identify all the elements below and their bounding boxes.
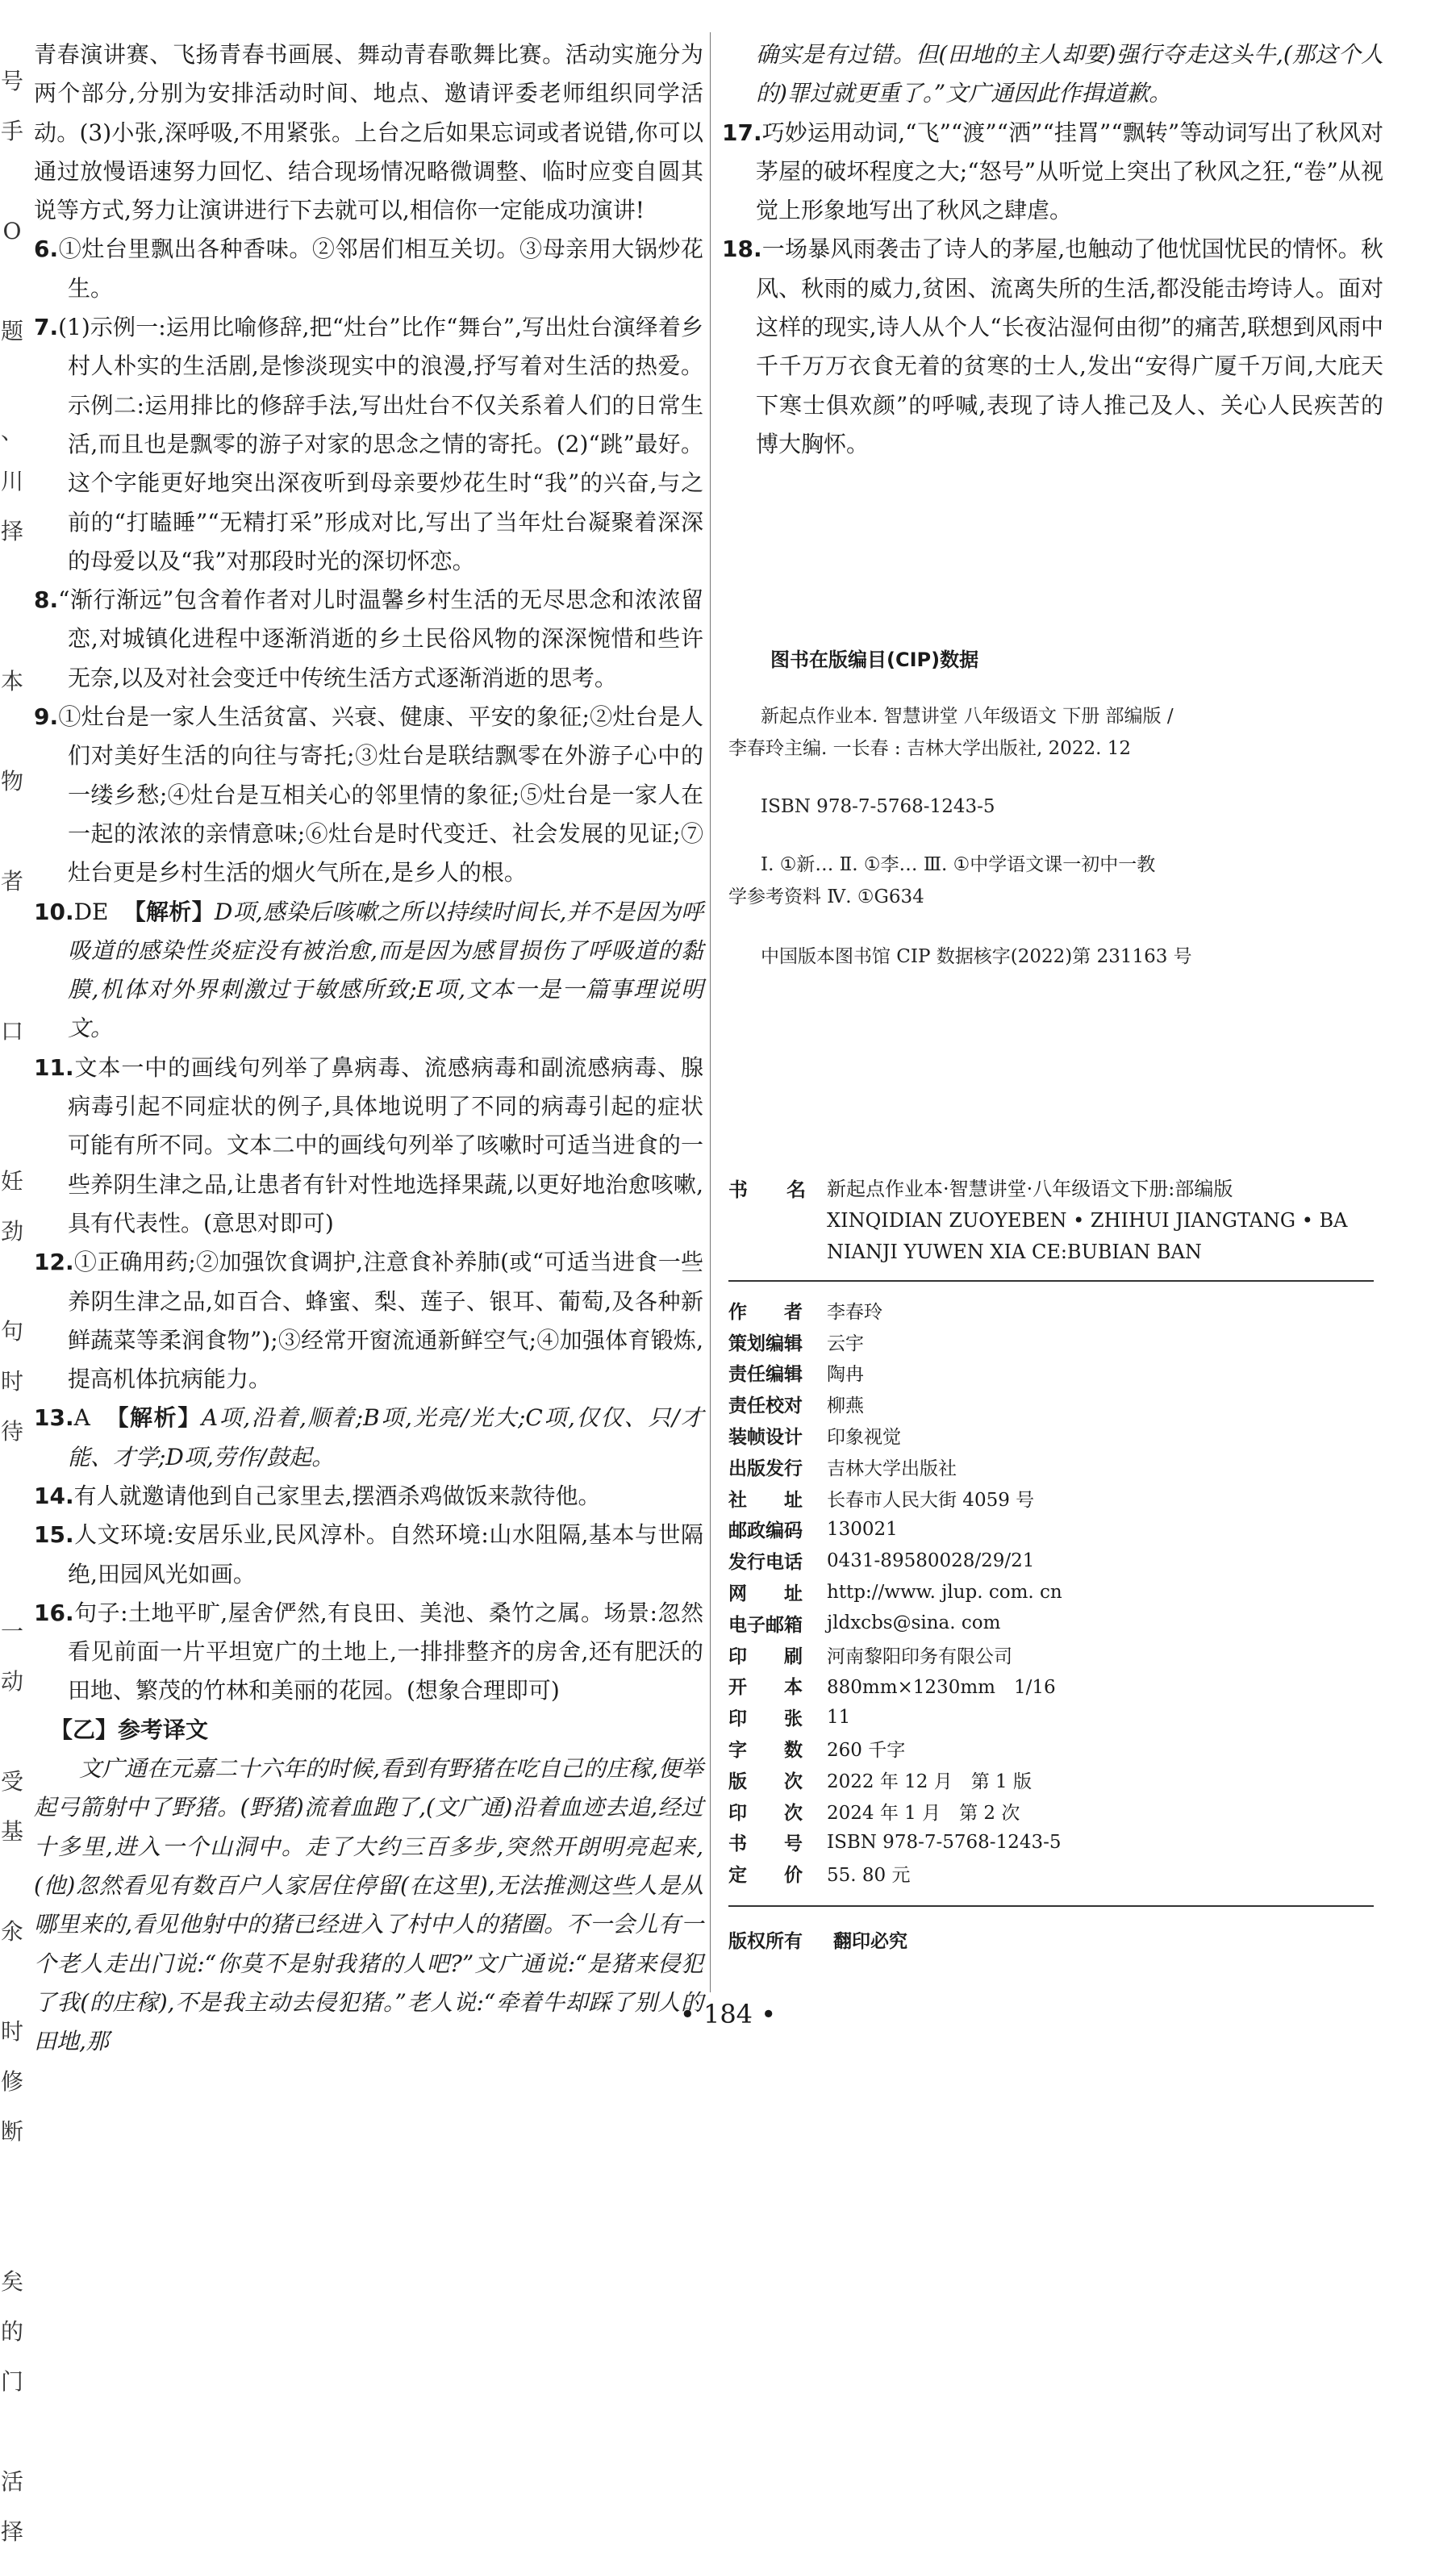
gutter-char [0,1057,24,1107]
answer-item [34,698,703,892]
answer-text: “渐行渐远”包含着作者对儿时温馨乡村生活的无尽思念和浓浓留恋,对城镇化进程中逐渐消逝的乡土民俗风物的深深惋惜和些许无奈,以及对社会变迁中传统生活方式逐渐消逝的思考。 [58,586,703,691]
info-label: 装帧设计 [728,1427,803,1449]
gutter-char [0,1507,24,1557]
gutter-char: 基 [0,1818,23,1845]
gutter-char [0,1557,24,1607]
answer-text: 文本一中的画线句列举了鼻病毒、流感病毒和副流感病毒、腺病毒引起不同症状的例子,具体地说明了不同的病毒引起的症状可能有所不同。文本二中的画线句列举了咳嗽时可适当进食的一些养阴生津之品,让患者有针对性地选择果蔬,以更好地治愈咳嗽,具有代表性。(意思对即可) [68,1053,703,1237]
info-label: 发行电话 [728,1552,803,1574]
info-value: 印象视觉 [827,1427,901,1449]
info-row [728,1576,1374,1608]
gutter-char: 修 [0,2068,23,2095]
answer-number: 6. [34,236,59,263]
gutter-char: 门 [0,2368,23,2395]
info-label: 责任校对 [728,1395,803,1417]
answer-item [34,581,703,698]
gutter-char: 时 [0,1368,23,1395]
info-value: 130021 [827,1518,898,1540]
cip-block [728,700,1390,973]
answer-item [34,1594,703,1711]
answer-number: 11. [34,1053,74,1081]
gutter-char: 氽 [0,1918,23,1945]
gutter-char [0,2157,24,2207]
gutter-char [0,257,24,307]
gutter-char [0,2407,24,2457]
info-value: 880mm×1230mm 1/16 [827,1677,1056,1699]
gutter-char: 本 [0,668,23,695]
info-value: 陶冉 [827,1364,864,1386]
info-row [728,1796,1374,1827]
answer-choice: A [73,1404,90,1432]
page-number: • 184 • [679,1999,777,2029]
gutter-char: 动 [0,1668,23,1695]
info-row [728,1514,1374,1545]
gutter-char: 待 [0,1418,23,1445]
info-value: ISBN 978-7-5768-1243-5 [827,1831,1062,1853]
answer-text: 句子:土地平旷,屋舍俨然,有良田、美池、桑竹之属。场景:忽然看见前面一片平坦宽广的土地上,一排排整齐的房舍,还有肥沃的田地、繁茂的竹林和美丽的花园。(想象合理即可) [68,1599,703,1704]
answer-item [34,1477,703,1516]
info-row [728,1858,1374,1889]
gutter-char [0,357,24,407]
answer-list-left [34,230,703,1710]
gutter-char [0,1707,24,1757]
continued-text: 青春演讲赛、飞扬青春书画展、舞动青春歌舞比赛。活动实施分为两个部分,分别为安排活动时间、地点、邀请评委老师组织同学活动。(3)小张,深呼吸,不用紧张。上台之后如果忘词或者说错,你可以通过放慢语速努力回忆、结合现场情况略微调整、临时应变自圆其说等方式,努力让演讲进行下去就可以,相信你一定能成功演讲! [34,41,703,224]
gutter-char: 择 [0,2518,23,2545]
gutter-char [0,1107,24,1157]
answer-number: 7. [34,314,59,341]
info-value: http://www. jlup. com. cn [827,1581,1062,1603]
info-label: 字 数 [728,1740,803,1762]
info-value: 长春市人民大街 4059 号 [827,1489,1035,1511]
answer-text: ①灶台里飘出各种香味。②邻居们相互关切。③母亲用大锅炒花生。 [58,236,703,302]
answer-text: 有人就邀请他到自己家里去,摆酒杀鸡做饭来款待他。 [73,1482,601,1509]
continued-translation-text: 确实是有过错。但(田地的主人却要)强行夺走这头牛,(那这个人的)罪过就更重了。”文广通因此作揖道歉。 [756,41,1383,107]
gutter-char [0,907,24,957]
answer-number: 10. [34,898,74,925]
info-label: 定 价 [728,1865,803,1887]
info-row [728,1764,1374,1796]
cip-class-1: Ⅰ. ①新… Ⅱ. ①李… Ⅲ. ①中学语文课一初中一教 [761,854,1156,875]
info-label: 印 张 [728,1708,803,1730]
info-label: 出版发行 [728,1458,803,1479]
info-row [728,1608,1374,1639]
book-title-pinyin-1: XINQIDIAN ZUOYEBEN • ZHIHUI JIANGTANG • BA [827,1209,1348,1232]
book-title-pinyin-2: NIANJI YUWEN XIA CE:BUBIAN BAN [827,1241,1202,1263]
analysis-tag: 【解析】 [104,1404,202,1432]
gutter-char [0,807,24,857]
info-row [728,1358,1374,1389]
column-divider [710,32,711,1992]
answer-text: 巧妙运用动词,“飞”“渡”“洒”“挂罥”“飘转”等动词写出了秋风对茅屋的破坏程度之大;“怒号”从听觉上突出了秋风之狂,“卷”从视觉上形象地写出了秋风之肆虐。 [756,119,1383,224]
translation-heading: 【乙】参考译文 [50,1716,209,1743]
info-row [728,1451,1374,1483]
info-value: 260 千字 [827,1740,906,1762]
copyright-no-reprint: 翻印必究 [833,1931,908,1952]
copyright-notice [728,1926,932,1953]
answer-number: 12. [34,1249,74,1276]
info-value: 2024 年 1 月 第 2 次 [827,1802,1020,1824]
gutter-char [0,1857,24,1907]
answer-number: 16. [34,1599,74,1626]
info-label: 电子邮箱 [728,1614,803,1636]
gutter-char: 活 [0,2468,23,2495]
answer-number: 9. [34,703,59,731]
cip-isbn: ISBN 978-7-5768-1243-5 [761,796,995,817]
book-name-label: 书名 [728,1178,845,1201]
cip-verify: 中国版本图书馆 CIP 数据核字(2022)第 231163 号 [761,946,1192,967]
info-row [728,1420,1374,1451]
gutter-char: 时 [0,2018,23,2045]
info-row [728,1827,1374,1858]
gutter-char: 题 [0,318,23,344]
info-value: 河南黎阳印务有限公司 [827,1646,1012,1667]
copyright-all-rights: 版权所有 [728,1931,803,1952]
info-label: 策划编辑 [728,1333,803,1354]
answer-number: 13. [34,1404,74,1432]
answer-item [722,230,1383,464]
gutter-char: 矣 [0,2268,23,2295]
gutter-char [0,1257,24,1307]
answer-text: ①灶台是一家人生活贫富、兴衰、健康、平安的象征;②灶台是人们对美好生活的向往与寄托;③灶台是联结飘零在外游子心中的一缕乡愁;④灶台是互相关心的邻里情的象征;⑤灶台是一家人在一起的浓浓的亲情意味;⑥灶台是时代变迁、社会发展的见证;⑦灶台更是乡村生活的烟火气所在,是乡人的根。 [58,703,703,886]
rule-bottom [728,1905,1374,1907]
gutter-char [0,607,24,657]
info-label: 网 址 [728,1583,803,1605]
gutter-char [0,1457,24,1507]
info-row [728,1295,1374,1326]
info-row [728,1671,1374,1702]
info-value: jldxcbs@sina. com [827,1612,1001,1634]
info-label: 社 址 [728,1489,803,1511]
continued-answer-5 [34,35,703,230]
book-title-cn: 新起点作业本·智慧讲堂·八年级语文下册:部编版 [827,1178,1233,1200]
answer-choice: DE [73,898,109,925]
gutter-char: 、 [0,418,23,444]
left-column [34,35,703,2061]
answer-item [34,1516,703,1594]
gutter-char: 的 [0,2318,23,2345]
translation-text: 文广通在元嘉二十六年的时候,看到有野猪在吃自己的庄稼,便举起弓箭射中了野猪。(野猪)流着血跑了,(文广通)沿着血迹去追,经过十多里,进入一个山洞中。走了大约三百多步,突然开朗明亮起来,(他)忽然看见有数百户人家居住停留(在这里),无法推测这些人是从哪里来的,看见他射中的猪已经进入了村中人的猪圈。不一会儿有一个老人走出门说:“你莫不是射我猪的人吧?”文广通说:“是猪来侵犯了我(的庄稼),不是我主动去侵犯猪。”老人说:“牵着牛却踩了别人的田地,那 [34,1755,703,2055]
info-value: 55. 80 元 [827,1865,911,1887]
info-value: 吉林大学出版社 [827,1458,957,1479]
gutter-char [0,156,24,206]
answer-number: 17. [722,119,762,146]
gutter-char: 物 [0,768,23,795]
answer-item [34,230,703,308]
info-row [728,1326,1374,1358]
answer-text: 一场暴风雨袭击了诗人的茅屋,也触动了他忧国忧民的情怀。秋风、秋雨的威力,贫困、流离失所的生活,都没能击垮诗人。面对这样的现实,诗人从个人“长夜沾湿何由彻”的痛苦,联想到风雨中千千万万衣食无着的贫寒的士人,发出“安得广厦千万间,大庇天下寒士俱欢颜”的呼喊,表现了诗人推己及人、关心人民疾苦的博大胸怀。 [756,236,1383,457]
gutter-char: O [2,218,22,244]
answer-item [722,114,1383,231]
answer-text: 人文环境:安居乐业,民风淳朴。自然环境:山水阻隔,基本与世隔绝,田园风光如画。 [68,1521,703,1587]
gutter-char: 一 [0,1618,23,1645]
gutter-char [0,957,24,1007]
answer-item [34,308,703,581]
cip-title: 图书在版编目(CIP)数据 [770,649,979,671]
gutter-char: 妊 [0,1168,23,1195]
gutter-char [0,707,24,757]
gutter-char: 口 [0,1018,23,1045]
gutter-char [0,2207,24,2257]
info-value: 11 [827,1706,851,1728]
info-label: 印 次 [728,1802,803,1824]
info-row [728,1483,1374,1514]
cip-line-1: 新起点作业本. 智慧讲堂 八年级语文 下册 部编版 / [761,706,1174,727]
gutter-char: 者 [0,868,23,895]
answer-number: 14. [34,1482,74,1509]
gutter-char: 号 [0,68,23,94]
gutter-char: 川 [0,468,23,494]
gutter-char: 受 [0,1768,23,1795]
cip-class-2: 学参考资料 Ⅳ. ①G634 [728,886,924,907]
analysis-tag: 【解析】 [123,898,215,925]
answer-item [34,893,703,1049]
info-value: 0431-89580028/29/21 [827,1550,1035,1571]
answer-list-right [722,114,1383,465]
gutter-char: 断 [0,2118,23,2145]
info-row [728,1639,1374,1671]
info-row [728,1545,1374,1576]
gutter-char: 手 [0,118,23,144]
answer-number: 15. [34,1521,74,1549]
left-gutter-fragments [0,56,24,2545]
publishing-info-table [728,1295,1374,1889]
info-label: 印 刷 [728,1646,803,1667]
gutter-char: 句 [0,1318,23,1345]
info-value: 柳燕 [827,1395,864,1417]
answer-text: A项,沿着,顺着;B项,光亮/光大;C项,仅仅、只/才能、才学;D项,劳作/鼓起。 [68,1404,703,1470]
info-label: 邮政编码 [728,1520,803,1542]
answer-text: ①正确用药;②加强饮食调护,注意食补养肺(或“可适当进食一些养阴生津之品,如百合、蜂蜜、梨、莲子、银耳、葡萄,及各种新鲜蔬菜等柔润食物”);③经常开窗流通新鲜空气;④加强体育锻炼,提高机体抗病能力。 [68,1249,703,1393]
info-label: 版 次 [728,1771,803,1792]
answer-item [34,1049,703,1243]
gutter-char: 择 [0,518,23,544]
cip-line-2: 李春玲主编. 一长春 : 吉林大学出版社, 2022. 12 [728,738,1132,759]
info-row [728,1388,1374,1420]
answer-text: (1)示例一:运用比喻修辞,把“灶台”比作“舞台”,写出灶台演绎着乡村人朴实的生活剧,是惨淡现实中的浪漫,抒写着对生活的热爱。示例二:运用排比的修辞手法,写出灶台不仅关系着人们的日常生活,而且也是飘零的游子对家的思念之情的寄托。(2)“跳”最好。这个字能更好地突出深夜听到母亲要炒花生时“我”的兴奋,与之前的“打瞌睡”“无精打采”形成对比,写出了当年灶台凝聚着深深的母爱以及“我”对那段时光的深切怀恋。 [58,314,703,574]
book-name-value [827,1174,1375,1268]
gutter-char [0,557,24,607]
info-value: 云宇 [827,1333,864,1354]
answer-number: 8. [34,586,59,614]
right-column [722,35,1383,464]
info-label: 开 本 [728,1677,803,1699]
info-label: 书 号 [728,1833,803,1855]
info-label: 作 者 [728,1301,803,1323]
answer-text: D项,感染后咳嗽之所以持续时间长,并不是因为呼吸道的感染性炎症没有被治愈,而是因为感冒损伤了呼吸道的黏膜,机体对外界刺激过于敏感所致;E项,文本一是一篇事理说明文。 [68,898,703,1042]
answer-number: 18. [722,236,762,263]
answer-item [34,1399,703,1477]
continued-translation [722,35,1383,114]
rule-top [728,1280,1374,1282]
info-value: 2022 年 12 月 第 1 版 [827,1771,1032,1792]
gutter-char: 劲 [0,1218,23,1245]
info-row [728,1701,1374,1733]
info-row [728,1733,1374,1764]
info-label: 责任编辑 [728,1364,803,1386]
answer-item [34,1243,703,1399]
info-value: 李春玲 [827,1301,882,1323]
